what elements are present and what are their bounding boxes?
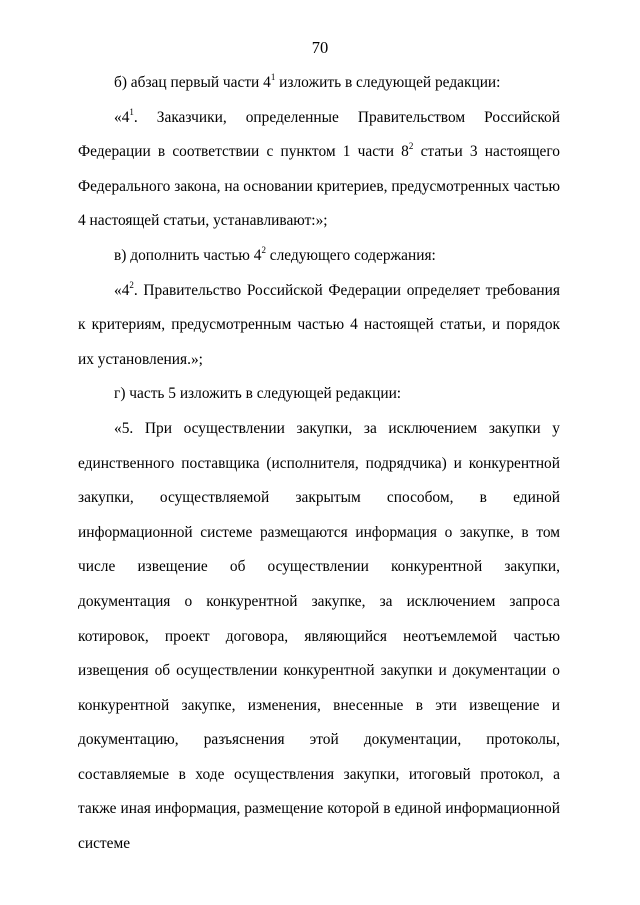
paragraph-v-quote-text-1: «4 [114, 281, 130, 299]
superscript: 1 [129, 106, 134, 117]
paragraph-b-quote-text-1: «4 [114, 108, 130, 126]
superscript: 2 [129, 279, 134, 290]
superscript: 2 [261, 244, 266, 255]
superscript: 2 [408, 141, 414, 152]
paragraph-b-quote [78, 101, 560, 239]
paragraph-g-quote-text: «5. При осуществлении закупки, за исключением закупки у единственного поставщика (исполнителя, подрядчика) и конкурентной закупки, осуществляемой закрытым способом, в единой информационной системе размещаются информация о закупке, в том числе извещение об осуществлении конкурентной закупки, документация о конкурентной закупке, за исключением запроса котировок, проект договора, являющийся неотъемлемой частью извещения об осуществлении конкурентной закупки и документации о конкурентной закупке, изменения, внесенные в эти извещение и документацию, разъяснения этой документации, протоколы, составляемые в ходе осуществления закупки, итоговый протокол, а также иная информация, размещение которой в единой информационной системе [78, 419, 560, 853]
paragraph-g-quote [78, 412, 560, 862]
paragraph-b-quote-text-3: статьи 3 настоящего Федерального закона, на основании критериев, предусмотренных частью 4 настоящей статьи, устанавливают:»; [78, 143, 561, 230]
paragraph-b-text-2: изложить в следующей редакции: [275, 74, 501, 91]
superscript: 1 [270, 72, 276, 82]
paragraph-g-text: г) часть 5 изложить в следующей редакции: [114, 385, 402, 403]
paragraph-v-quote [78, 274, 560, 378]
document-body [78, 66, 560, 862]
paragraph-v-text-2: следующего содержания: [265, 246, 436, 264]
paragraph-b [78, 66, 560, 101]
paragraph-g [78, 377, 560, 412]
page-number: 70 [311, 38, 329, 57]
paragraph-v [78, 239, 560, 274]
paragraph-v-quote-text-2: . Правительство Российской Федерации определяет требования к критериям, предусмотренным частью 4 настоящей статьи, и порядок их установления.»; [78, 281, 560, 368]
paragraph-b-quote-text-2: . Заказчики, определенные Правительством Российской Федерации в соответствии с пунктом 1 части 8 [78, 108, 560, 161]
paragraph-v-text-1: в) дополнить частью 4 [114, 246, 262, 264]
paragraph-b-text-1: б) абзац первый части 4 [114, 74, 271, 91]
